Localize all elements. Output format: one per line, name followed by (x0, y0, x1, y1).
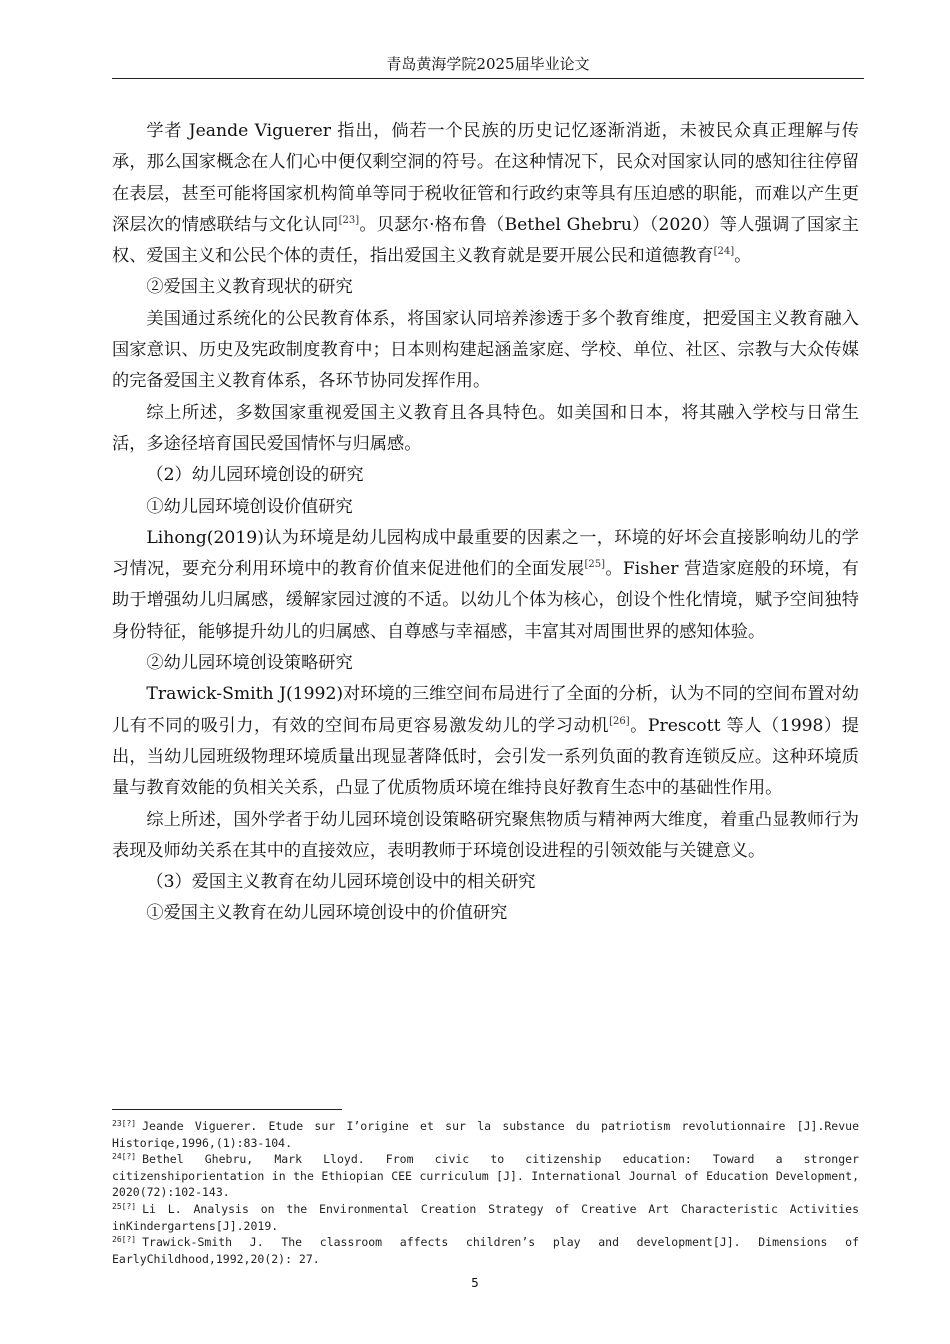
section-heading: （2）幼儿园环境创设的研究 (146, 465, 364, 486)
footnote: $^{24[?]}$ Bethel Ghebru, Mark Lloyd. From civic to citizenship education: Toward a stronger citizenshiporientation in the Ethiopian CEE curriculum [J]. International Journal of Education Development, 2020(72):102-143. (112, 1152, 859, 1200)
footnote-mark: 24[?] (112, 1152, 137, 1162)
citation: [23] (338, 214, 360, 226)
section-heading: ②幼儿园环境创设策略研究 (146, 653, 353, 674)
paragraph: 综上所述，国外学者于幼儿园环境创设策略研究聚焦物质与精神两大维度，着重凸显教师行为表现及师幼关系在其中的直接效应，表明教师于环境创设进程的引领效能与关键意义。 (112, 809, 859, 861)
footnote: $^{23[?]}$ Jeande Viguerer. Etude sur I’origine et sur la substance du patriotism revolutionnaire [J].Revue Historiqe,1996,(1):83-104. (112, 1119, 859, 1150)
footnote: $^{26[?]}$ Trawick-Smith J. The classroom affects children’s play and development[J]. Dimensions of EarlyChildhood,1992,20(2): 27. (112, 1235, 859, 1266)
footnotes (112, 1118, 859, 1267)
paragraph: 学者 Jeande Viguerer 指出，倘若一个民族的历史记忆逐渐消逝，未被民众真正理解与传承，那么国家概念在人们心中便仅剩空洞的符号。在这种情况下，民众对国家认同的感知往往停留在表层，甚至可能将国家机构简单等同于税收征管和行政约束等具有压迫感的职能，而难以产生更深层次的情感联结与文化认同[23]。贝瑟尔·格布鲁（Bethel Ghebru）（2020）等人强调了国家主权、爱国主义和公民个体的责任，指出爱国主义教育就是要开展公民和道德教育[24]。 (112, 121, 859, 267)
section-heading: ①爱国主义教育在幼儿园环境创设中的价值研究 (146, 903, 508, 924)
citation: [26] (609, 715, 630, 727)
page-header-title: 青岛黄海学院2025届毕业论文 (386, 55, 590, 73)
section-heading: ①幼儿园环境创设价值研究 (146, 496, 353, 517)
paragraph: 美国通过系统化的公民教育体系，将国家认同培养渗透于多个教育维度，把爱国主义教育融入国家意识、历史及宪政制度教育中；日本则构建起涵盖家庭、学校、单位、社区、宗教与大众传媒的完备爱国主义教育体系，各环节协同发挥作用。 (112, 308, 859, 392)
footnote-mark: 26[?] (112, 1235, 137, 1245)
citation: [24] (713, 246, 735, 258)
section-heading: ②爱国主义教育现状的研究 (146, 277, 353, 298)
paragraph: Lihong(2019)认为环境是幼儿园构成中最重要的因素之一，环境的好坏会直接影响幼儿的学习情况，要充分利用环境中的教育价值来促进他们的全面发展[25]。Fisher 营造家庭般的环境，有助于增强幼儿归属感，缓解家园过渡的不适。以幼儿个体为核心，创设个性化情境，赋予空间独特身份特征，能够提升幼儿的归属感、自尊感与幸福感，丰富其对周围世界的感知体验。 (112, 527, 859, 642)
paragraph: 综上所述，多数国家重视爱国主义教育且各具特色。如美国和日本，将其融入学校与日常生活，多途径培育国民爱国情怀与归属感。 (112, 402, 859, 454)
header-divider (112, 78, 864, 79)
footnote-divider (112, 1109, 342, 1110)
footnote-mark: 25[?] (112, 1201, 137, 1211)
paragraph: Trawick-Smith J(1992)对环境的三维空间布局进行了全面的分析，认为不同的空间布置对幼儿有不同的吸引力，有效的空间布局更容易激发幼儿的学习动机[26]。Prescott 等人（1998）提出，当幼儿园班级物理环境质量出现显著降低时，会引发一系列负面的教育连锁反应。这种环境质量与教育效能的负相关关系，凸显了优质物质环境在维持良好教育生态中的基础性作用。 (112, 684, 859, 799)
footnote: $^{25[?]}$ Li L. Analysis on the Environmental Creation Strategy of Creative Art Characteristic Activities inKindergartens[J].2019. (112, 1201, 859, 1233)
page-number: 5 (471, 1276, 479, 1290)
body-text (112, 116, 859, 930)
footnote-mark: 23[?] (112, 1119, 137, 1128)
section-heading: （3）爱国主义教育在幼儿园环境创设中的相关研究 (146, 872, 536, 893)
citation: [25] (584, 559, 606, 571)
